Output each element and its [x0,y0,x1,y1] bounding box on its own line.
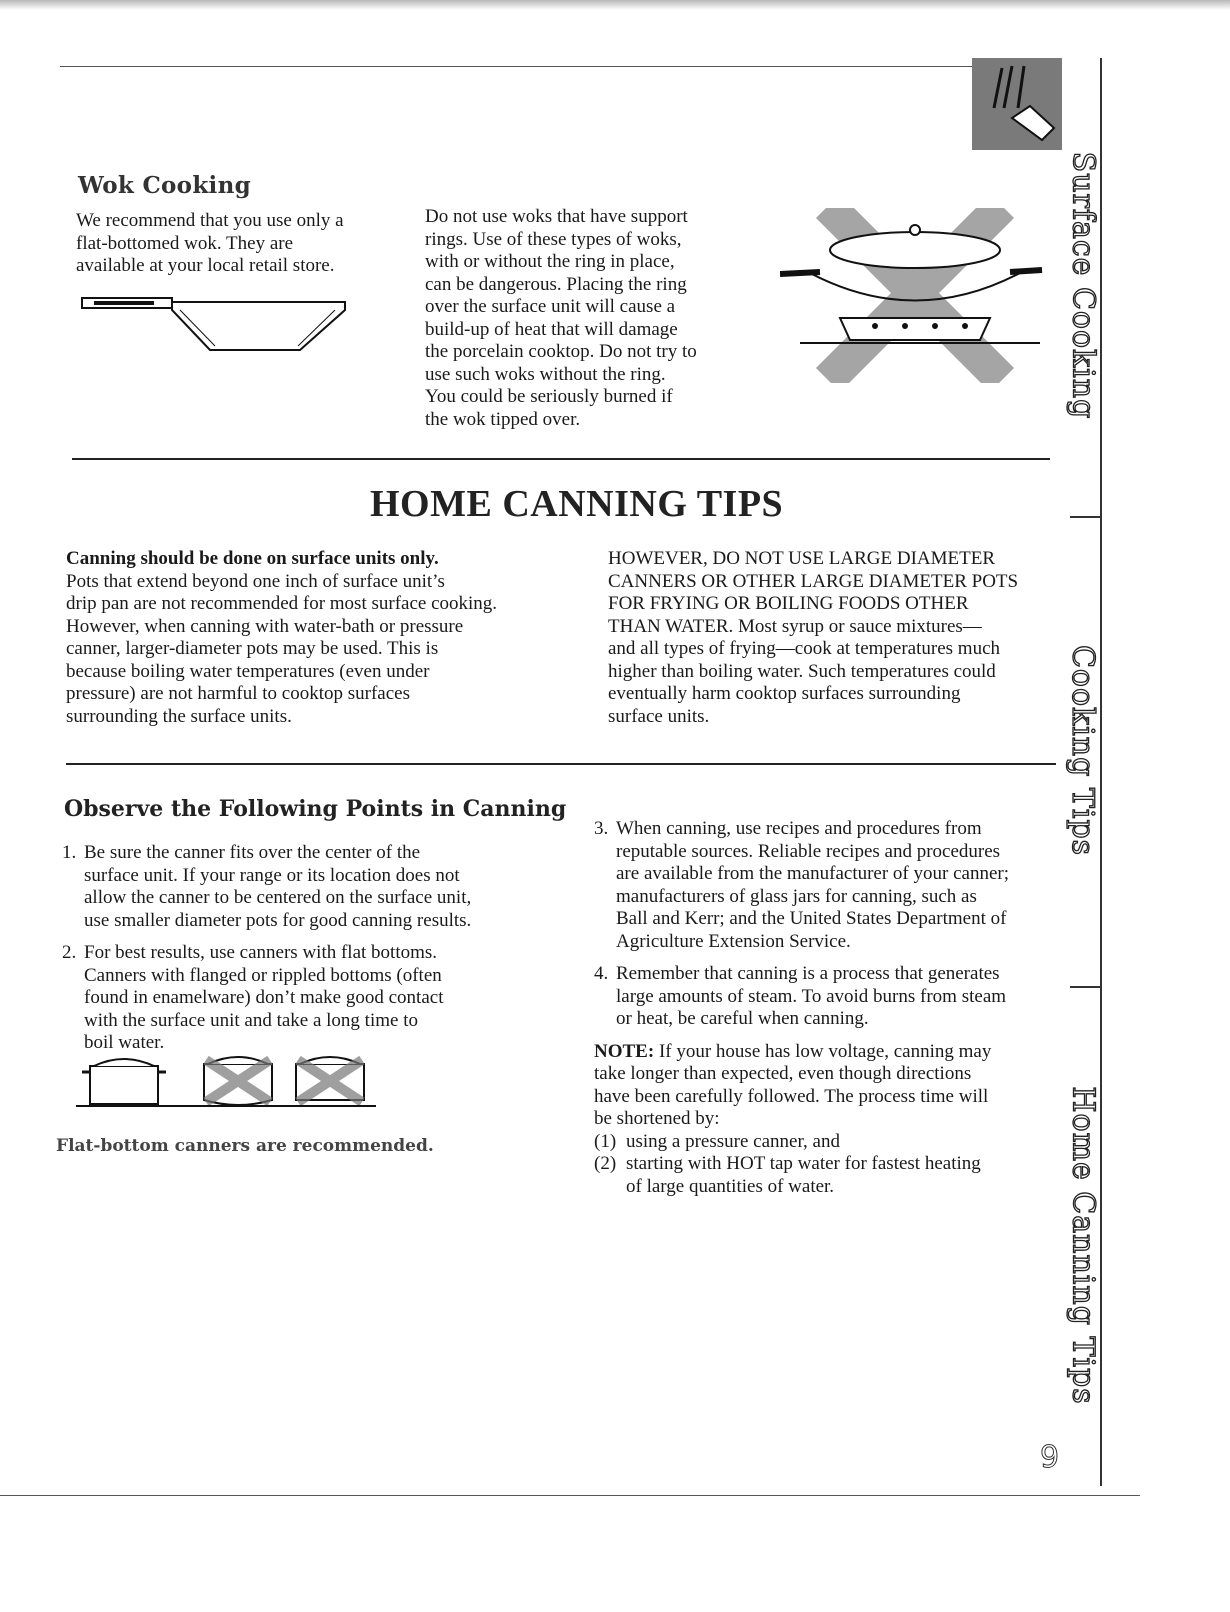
tab-divider-1 [1070,516,1102,518]
points-item-line: When canning, use recipes and procedures from [616,818,982,839]
points-item-line: with the surface unit and take a long time to [84,1009,418,1031]
points-item [62,842,542,932]
wok-warning-line: build-up of heat that will damage [425,318,678,340]
points-item-line: Agriculture Extension Service. [616,930,851,952]
wok-warning-line: Do not use woks that have support [425,206,688,227]
canning-left-line: surrounding the surface units. [66,705,292,727]
note-line: be shortened by: [594,1108,720,1129]
hand-pointer-icon [972,58,1062,150]
points-item-line: Ball and Kerr; and the United States Department of [616,908,1007,929]
canning-left-line: because boiling water temperatures (even under [66,660,430,682]
wok-intro-text [76,210,406,278]
points-item-number: 1. [62,842,77,863]
section-divider-1 [72,458,1050,460]
points-item [594,963,1064,1031]
note-line: take longer than expected, even though directions [594,1063,972,1084]
flat-bottom-wok-illustration [80,290,350,360]
points-item-line: large amounts of steam. To avoid burns from steam [616,985,1007,1007]
top-rule [60,66,980,67]
canning-right-line: HOWEVER, DO NOT USE LARGE DIAMETER [608,548,996,569]
tab-home-canning-tips[interactable] [1062,1080,1104,1410]
canning-right-column [608,548,1068,728]
points-item-line: Canners with flanged or rippled bottoms (often [84,964,442,986]
tab-surface-cooking[interactable] [1062,151,1104,419]
note-label: NOTE: [594,1040,655,1062]
note-line: If your house has low voltage, canning may [658,1040,992,1062]
points-item [62,942,542,1055]
canning-left-line: drip pan are not recommended for most surface cooking. [66,593,498,614]
points-item-line: or heat, be careful when canning. [616,1008,869,1029]
points-item-number: 4. [594,963,609,984]
note-line: have been carefully followed. The process time will [594,1085,989,1107]
canning-right-line: CANNERS OR OTHER LARGE DIAMETER POTS [608,570,1019,592]
canning-lead: Canning should be done on surface units only. [66,548,439,569]
canning-right-line: surface units. [608,705,710,727]
points-item-line: surface unit. If your range or its location does not [84,864,460,886]
canning-right-line: FOR FRYING OR BOILING FOODS OTHER [608,593,969,614]
canning-right-line: and all types of frying—cook at temperatures much [608,638,1001,659]
canning-left-line: However, when canning with water-bath or pressure [66,615,464,637]
tab-divider-2 [1070,986,1102,988]
points-item-line: found in enamelware) don’t make good contact [84,987,444,1008]
note-sub-line: of large quantities of water. [626,1175,835,1197]
points-item-line: allow the canner to be centered on the surface unit, [84,887,472,908]
note-sub-number: (1) [594,1130,617,1152]
wok-intro-line: We recommend that you use only a [76,210,344,231]
canning-right-line: higher than boiling water. Such temperatures could [608,660,996,682]
points-item-line: boil water. [84,1032,165,1053]
page-number: 9 [1040,1440,1060,1475]
wok-intro-line: available at your local retail store. [76,255,335,276]
points-item [594,818,1064,953]
wok-warning-line: the wok tipped over. [425,408,581,430]
wok-warning-line: over the surface unit will cause a [425,296,676,317]
bottom-rule [0,1495,1140,1496]
wok-warning-line: with or without the ring in place, [425,251,675,272]
canning-right-line: THAN WATER. Most syrup or sauce mixtures— [608,615,982,637]
points-left-column [62,842,542,1065]
points-item-line: manufacturers of glass jars for canning, such as [616,885,977,907]
wok-warning-line: can be dangerous. Placing the ring [425,273,687,295]
points-item-line: For best results, use canners with flat bottoms. [84,942,438,963]
note-first-line [594,1041,1064,1064]
wok-warning-text [425,206,745,431]
note-sub-item [594,1153,1064,1198]
scan-edge [0,0,1230,10]
tab-surface-cooking-label: Surface Cooking [1065,151,1101,419]
canning-left-line: pressure) are not harmful to cooktop surfaces [66,683,410,704]
wok-warning-line: use such woks without the ring. [425,363,666,385]
canning-left-line: canner, larger-diameter pots may be used. This is [66,638,439,659]
points-heading: Observe the Following Points in Canning [64,796,567,822]
canners-illustration [76,1052,376,1112]
tab-cooking-tips[interactable] [1062,640,1104,860]
home-canning-title: HOME CANNING TIPS [370,483,784,525]
canning-right-line: eventually harm cooktop surfaces surrounding [608,683,961,704]
section-divider-2 [66,763,1056,765]
wok-cooking-heading: Wok Cooking [78,172,252,199]
note-sub-line: using a pressure canner, and [626,1130,840,1152]
canners-caption: Flat-bottom canners are recommended. [56,1136,434,1156]
points-item-line: Be sure the canner fits over the center of the [84,842,421,863]
wok-warning-line: rings. Use of these types of woks, [425,228,682,250]
note-paragraph [594,1041,1064,1131]
wok-warning-line: the porcelain cooktop. Do not try to [425,341,697,362]
ring-wok-crossed-illustration [780,208,1050,383]
points-item-line: Remember that canning is a process that generates [616,963,1000,984]
points-item-number: 3. [594,818,609,839]
canning-left-column [66,548,566,728]
wok-intro-line: flat-bottomed wok. They are [76,232,294,254]
note-sub-line: starting with HOT tap water for fastest heating [626,1153,981,1174]
note-sub-number: (2) [594,1153,617,1174]
tab-cooking-tips-label: Cooking Tips [1065,644,1101,856]
canning-left-line: Pots that extend beyond one inch of surface unit’s [66,570,445,592]
wok-warning-line: You could be seriously burned if [425,386,673,407]
points-right-column [594,818,1064,1198]
points-item-line: are available from the manufacturer of your canner; [616,863,1009,884]
tab-home-canning-tips-label: Home Canning Tips [1065,1085,1101,1405]
note-sub-item [594,1131,1064,1154]
points-item-line: use smaller diameter pots for good canning results. [84,909,472,931]
points-item-number: 2. [62,942,77,963]
points-item-line: reputable sources. Reliable recipes and procedures [616,840,1001,862]
